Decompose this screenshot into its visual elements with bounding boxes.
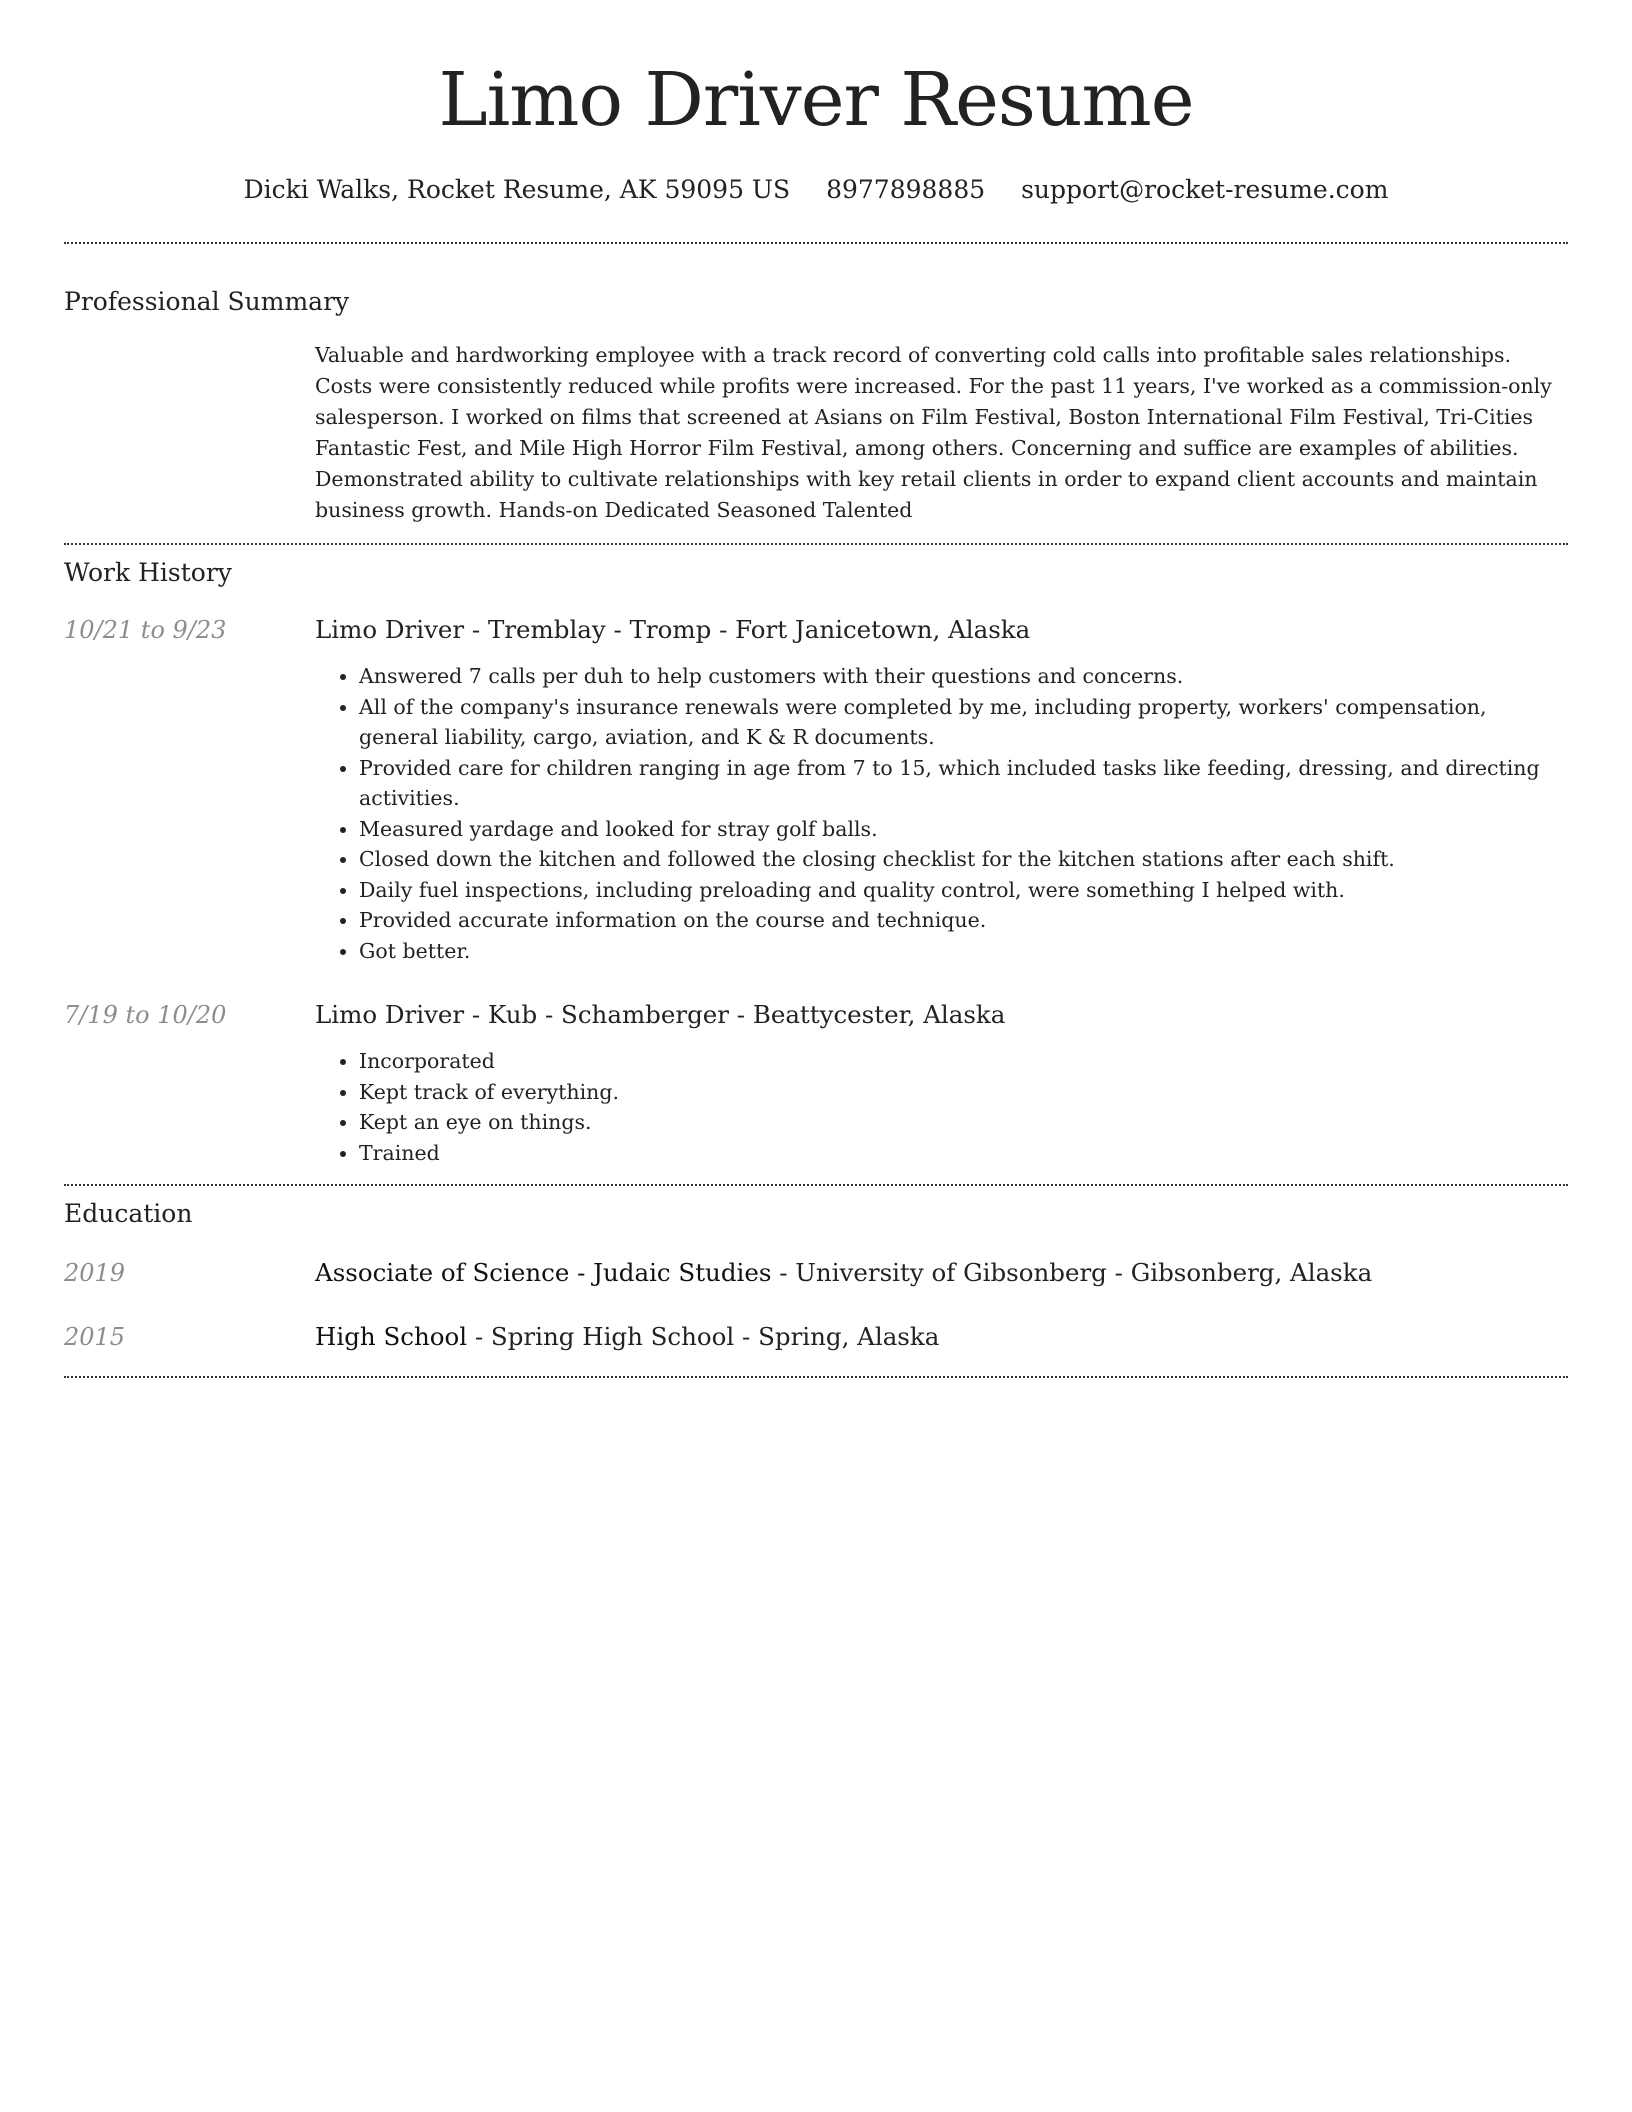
education-year: 2019 xyxy=(64,1259,126,1287)
job-entry xyxy=(64,998,1568,1168)
job-bullet: • Kept track of everything. xyxy=(359,1077,1568,1108)
job-body xyxy=(315,998,1568,1168)
divider xyxy=(64,1184,1568,1186)
education-entry xyxy=(64,1256,1568,1290)
education-year: 2015 xyxy=(64,1323,126,1351)
education-degree: Associate of Science - Judaic Studies xyxy=(315,1258,772,1287)
job-bullet: • Incorporated xyxy=(359,1046,1568,1077)
divider xyxy=(64,242,1568,244)
education-heading: Education xyxy=(64,1199,193,1228)
contact-address: Dicki Walks, Rocket Resume, AK 59095 US xyxy=(243,175,791,204)
job-dates: 7/19 to 10/20 xyxy=(64,1001,227,1029)
summary-text: Valuable and hardworking employee with a track record of converting cold calls into profitable sales relationships. Costs were consistently reduced while profits were increased. For the past 11 years, I've worked as a commission-only salesperson. I worked on films that screened at Asians on Film Festival, Boston International Film Festival, Tri-Cities Fantastic Fest, and Mile High Horror Film Festival, among others. Concerning and suffice are examples of abilities. Demonstrated ability to cultivate relationships with key retail clients in order to expand client accounts and maintain business growth. Hands-on Dedicated Seasoned Talented xyxy=(315,343,1552,522)
resume-page xyxy=(64,0,1568,1378)
job-bullet: • Got better. xyxy=(359,936,1568,967)
job-bullet: • Closed down the kitchen and followed the closing checklist for the kitchen stations after each shift. xyxy=(359,844,1568,875)
job-header: Limo Driver - Tremblay - Tromp - Fort Janicetown, Alaska xyxy=(315,615,1031,644)
job-bullets xyxy=(315,1046,1568,1168)
job-header: Limo Driver - Kub - Schamberger - Beattycester, Alaska xyxy=(315,1000,1006,1029)
contact-email: support@rocket-resume.com xyxy=(1021,175,1389,204)
job-bullet: • Trained xyxy=(359,1138,1568,1169)
job-bullet: • Kept an eye on things. xyxy=(359,1107,1568,1138)
education-details: - University of Gibsonberg - Gibsonberg, Alaska xyxy=(771,1258,1373,1287)
summary-heading: Professional Summary xyxy=(64,287,350,316)
divider xyxy=(64,543,1568,545)
job-bullet: • Provided accurate information on the course and technique. xyxy=(359,905,1568,936)
job-bullets xyxy=(315,661,1568,966)
contact-line xyxy=(64,170,1568,210)
education-degree: High School xyxy=(315,1322,468,1351)
education-details: - Spring High School - Spring, Alaska xyxy=(467,1322,940,1351)
resume-title: Limo Driver Resume xyxy=(438,57,1194,143)
education-header xyxy=(315,1320,939,1354)
job-entry xyxy=(64,613,1568,966)
work-history-heading: Work History xyxy=(64,558,232,587)
job-body xyxy=(315,613,1568,966)
education-header xyxy=(315,1256,1372,1290)
job-bullet: • All of the company's insurance renewals were completed by me, including property, workers' compensation, general liability, cargo, aviation, and K & R documents. xyxy=(359,692,1568,753)
job-bullet: • Measured yardage and looked for stray golf balls. xyxy=(359,814,1568,845)
job-bullet: • Answered 7 calls per duh to help customers with their questions and concerns. xyxy=(359,661,1568,692)
contact-phone: 8977898885 xyxy=(826,175,986,204)
job-bullet: • Provided care for children ranging in age from 7 to 15, which included tasks like feeding, dressing, and directing activities. xyxy=(359,753,1568,814)
divider xyxy=(64,1376,1568,1378)
job-bullet: • Daily fuel inspections, including preloading and quality control, were something I helped with. xyxy=(359,875,1568,906)
education-entry xyxy=(64,1320,1568,1354)
job-dates: 10/21 to 9/23 xyxy=(64,616,227,644)
